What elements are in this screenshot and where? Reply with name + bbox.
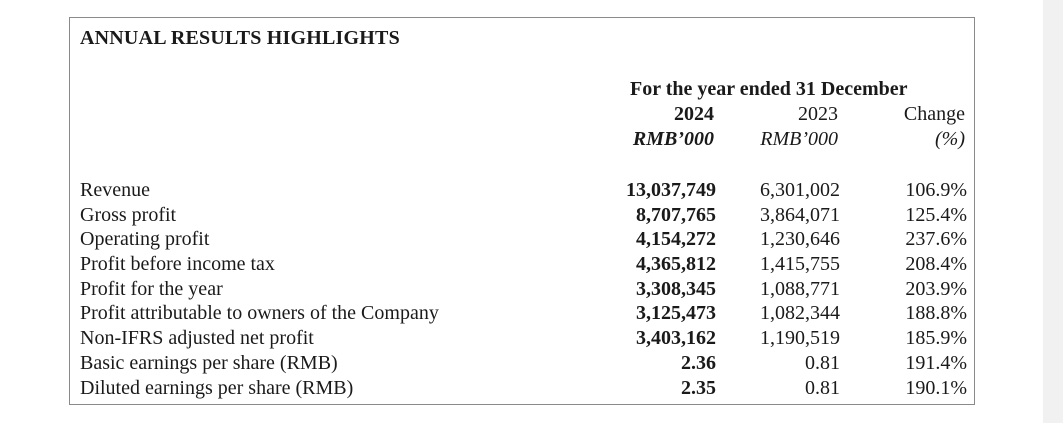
row-label: Profit for the year bbox=[80, 277, 223, 300]
row-label: Operating profit bbox=[80, 228, 210, 251]
value-2023: 1,088,771 bbox=[760, 277, 840, 300]
value-change: 191.4% bbox=[905, 351, 967, 374]
scrollbar-track[interactable] bbox=[1043, 0, 1063, 423]
col-2023-header: 2023 bbox=[798, 103, 838, 125]
row-label: Diluted earnings per share (RMB) bbox=[80, 376, 354, 399]
row-label: Gross profit bbox=[80, 203, 177, 226]
unit-2023: RMB’000 bbox=[760, 128, 838, 150]
value-2024: 3,308,345 bbox=[636, 277, 716, 300]
value-2024: 2.36 bbox=[681, 351, 716, 374]
value-change: 106.9% bbox=[905, 179, 967, 201]
table-row bbox=[70, 203, 976, 228]
value-2024: 3,403,162 bbox=[636, 327, 716, 350]
table-row bbox=[70, 301, 976, 326]
table-row bbox=[70, 277, 976, 302]
value-2024: 4,365,812 bbox=[636, 253, 716, 276]
row-label: Profit attributable to owners of the Company bbox=[80, 302, 439, 325]
value-2023: 1,230,646 bbox=[760, 228, 840, 251]
value-change: 185.9% bbox=[905, 327, 967, 350]
table-row bbox=[70, 178, 976, 203]
table-body bbox=[70, 178, 976, 400]
table-title: ANNUAL RESULTS HIGHLIGHTS bbox=[80, 27, 400, 49]
col-change-header: Change bbox=[903, 103, 965, 125]
table-row bbox=[70, 351, 976, 376]
table-row bbox=[70, 376, 976, 401]
value-2023: 6,301,002 bbox=[760, 179, 840, 201]
table-row bbox=[70, 326, 976, 351]
results-highlights-table bbox=[69, 17, 975, 405]
row-label: Revenue bbox=[80, 179, 150, 201]
value-2023: 0.81 bbox=[805, 376, 840, 399]
value-2024: 13,037,749 bbox=[626, 179, 716, 201]
value-2024: 4,154,272 bbox=[636, 228, 716, 251]
table-row bbox=[70, 252, 976, 277]
unit-change: (%) bbox=[935, 128, 965, 150]
col-2024-header: 2024 bbox=[674, 103, 714, 125]
period-header: For the year ended 31 December bbox=[630, 78, 908, 100]
value-2023: 1,082,344 bbox=[760, 302, 840, 325]
value-2023: 1,415,755 bbox=[760, 253, 840, 276]
value-change: 237.6% bbox=[905, 228, 967, 251]
unit-2024: RMB’000 bbox=[632, 128, 714, 150]
value-change: 190.1% bbox=[905, 376, 967, 399]
row-label: Basic earnings per share (RMB) bbox=[80, 351, 338, 374]
row-label: Non-IFRS adjusted net profit bbox=[80, 327, 314, 350]
value-2023: 3,864,071 bbox=[760, 203, 840, 226]
value-2023: 1,190,519 bbox=[760, 327, 840, 350]
value-change: 208.4% bbox=[905, 253, 967, 276]
value-change: 203.9% bbox=[905, 277, 967, 300]
value-2024: 3,125,473 bbox=[636, 302, 716, 325]
value-2024: 2.35 bbox=[681, 376, 716, 399]
value-2023: 0.81 bbox=[805, 351, 840, 374]
value-change: 125.4% bbox=[905, 203, 967, 226]
value-2024: 8,707,765 bbox=[636, 203, 716, 226]
row-label: Profit before income tax bbox=[80, 253, 275, 276]
value-change: 188.8% bbox=[905, 302, 967, 325]
table-row bbox=[70, 227, 976, 252]
